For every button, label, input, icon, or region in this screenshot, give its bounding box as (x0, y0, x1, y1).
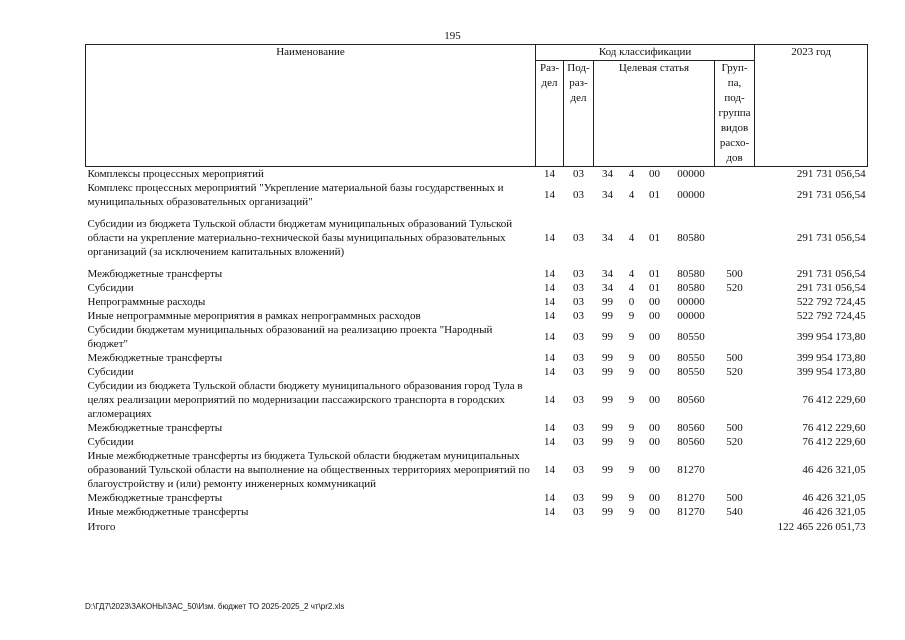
table-row: Субсидии из бюджета Тульской области бюджету муниципального образования город Тула в целях реализации мероприятий по модернизации пассажирского транспорта в городских агломерациях 14 03 99 9 00 80560 76 412 229,60 (87, 380, 866, 420)
header-podrazdel: Под- раз- дел (564, 61, 594, 167)
spacer-row (86, 259, 868, 267)
table-row: Комплексы процессных мероприятий 14 03 34 4 00 00000 291 731 056,54 (87, 168, 866, 180)
table-row: Субсидии 14 03 99 9 00 80550 520 399 954 173,80 (87, 366, 866, 378)
table-row: Иные межбюджетные трансферты из бюджета Тульской области бюджетам муниципальных образований Тульской области на выполнение на общественных территориях мероприятий по благоустройству и (или) ремонту инженерных коммуникаций 14 03 99 9 00 81270 46 426 321,05 (87, 450, 866, 490)
table-row: Межбюджетные трансферты 14 03 99 9 00 80550 500 399 954 173,80 (87, 352, 866, 364)
table-row: Комплекс процессных мероприятий "Укрепление материальной базы государственных и муниципальных образовательных организаций" 14 03 34 4 01 00000 291 731 056,54 (87, 182, 866, 208)
spacer-row (86, 209, 868, 217)
header-year: 2023 год (755, 45, 868, 167)
table-body (86, 167, 868, 535)
table-row: Субсидии 14 03 99 9 00 80560 520 76 412 229,60 (87, 436, 866, 448)
table-row: Субсидии бюджетам муниципальных образований на реализацию проекта "Народный бюджет" 14 03 99 9 00 80550 399 954 173,80 (87, 324, 866, 350)
total-amount: 122 465 226 051,73 (777, 521, 866, 533)
header-name: Наименование (86, 45, 536, 167)
table-row: Иные межбюджетные трансферты 14 03 99 9 00 81270 540 46 426 321,05 (87, 506, 866, 518)
budget-table (85, 44, 868, 534)
file-path-footer: D:\ГД7\2023\ЗАКОНЫ\ЗАС_50\Изм. бюджет ТО 2025-2025_2 чт\pr2.xls (85, 602, 345, 611)
total-label: Итого (87, 521, 116, 533)
header-row-1 (86, 45, 868, 61)
table-row: Межбюджетные трансферты 14 03 34 4 01 80580 500 291 731 056,54 (87, 268, 866, 280)
table-row: Межбюджетные трансферты 14 03 99 9 00 81270 500 46 426 321,05 (87, 492, 866, 504)
table-row: Субсидии 14 03 34 4 01 80580 520 291 731 056,54 (87, 282, 866, 294)
table-row: Непрограммные расходы 14 03 99 0 00 00000 522 792 724,45 (87, 296, 866, 308)
page-number: 195 (444, 30, 461, 42)
table-row: Иные непрограммные мероприятия в рамках непрограммных расходов 14 03 99 9 00 00000 522 792 724,45 (87, 310, 866, 322)
header-group: Груп- па, под- группа видов расхо- дов (715, 61, 755, 167)
total-row (86, 519, 868, 534)
table-row: Межбюджетные трансферты 14 03 99 9 00 80560 500 76 412 229,60 (87, 422, 866, 434)
header-code: Код классификации (536, 45, 755, 61)
table-row: Субсидии из бюджета Тульской области бюджетам муниципальных образований Тульской области на укрепление материально-технической базы муниципальных образовательных организаций (за исключением капитальных вложений) 14 03 34 4 01 80580 291 731 056,54 (87, 218, 866, 258)
header-razdel: Раз- дел (536, 61, 564, 167)
header-target: Целевая статья (594, 61, 715, 167)
